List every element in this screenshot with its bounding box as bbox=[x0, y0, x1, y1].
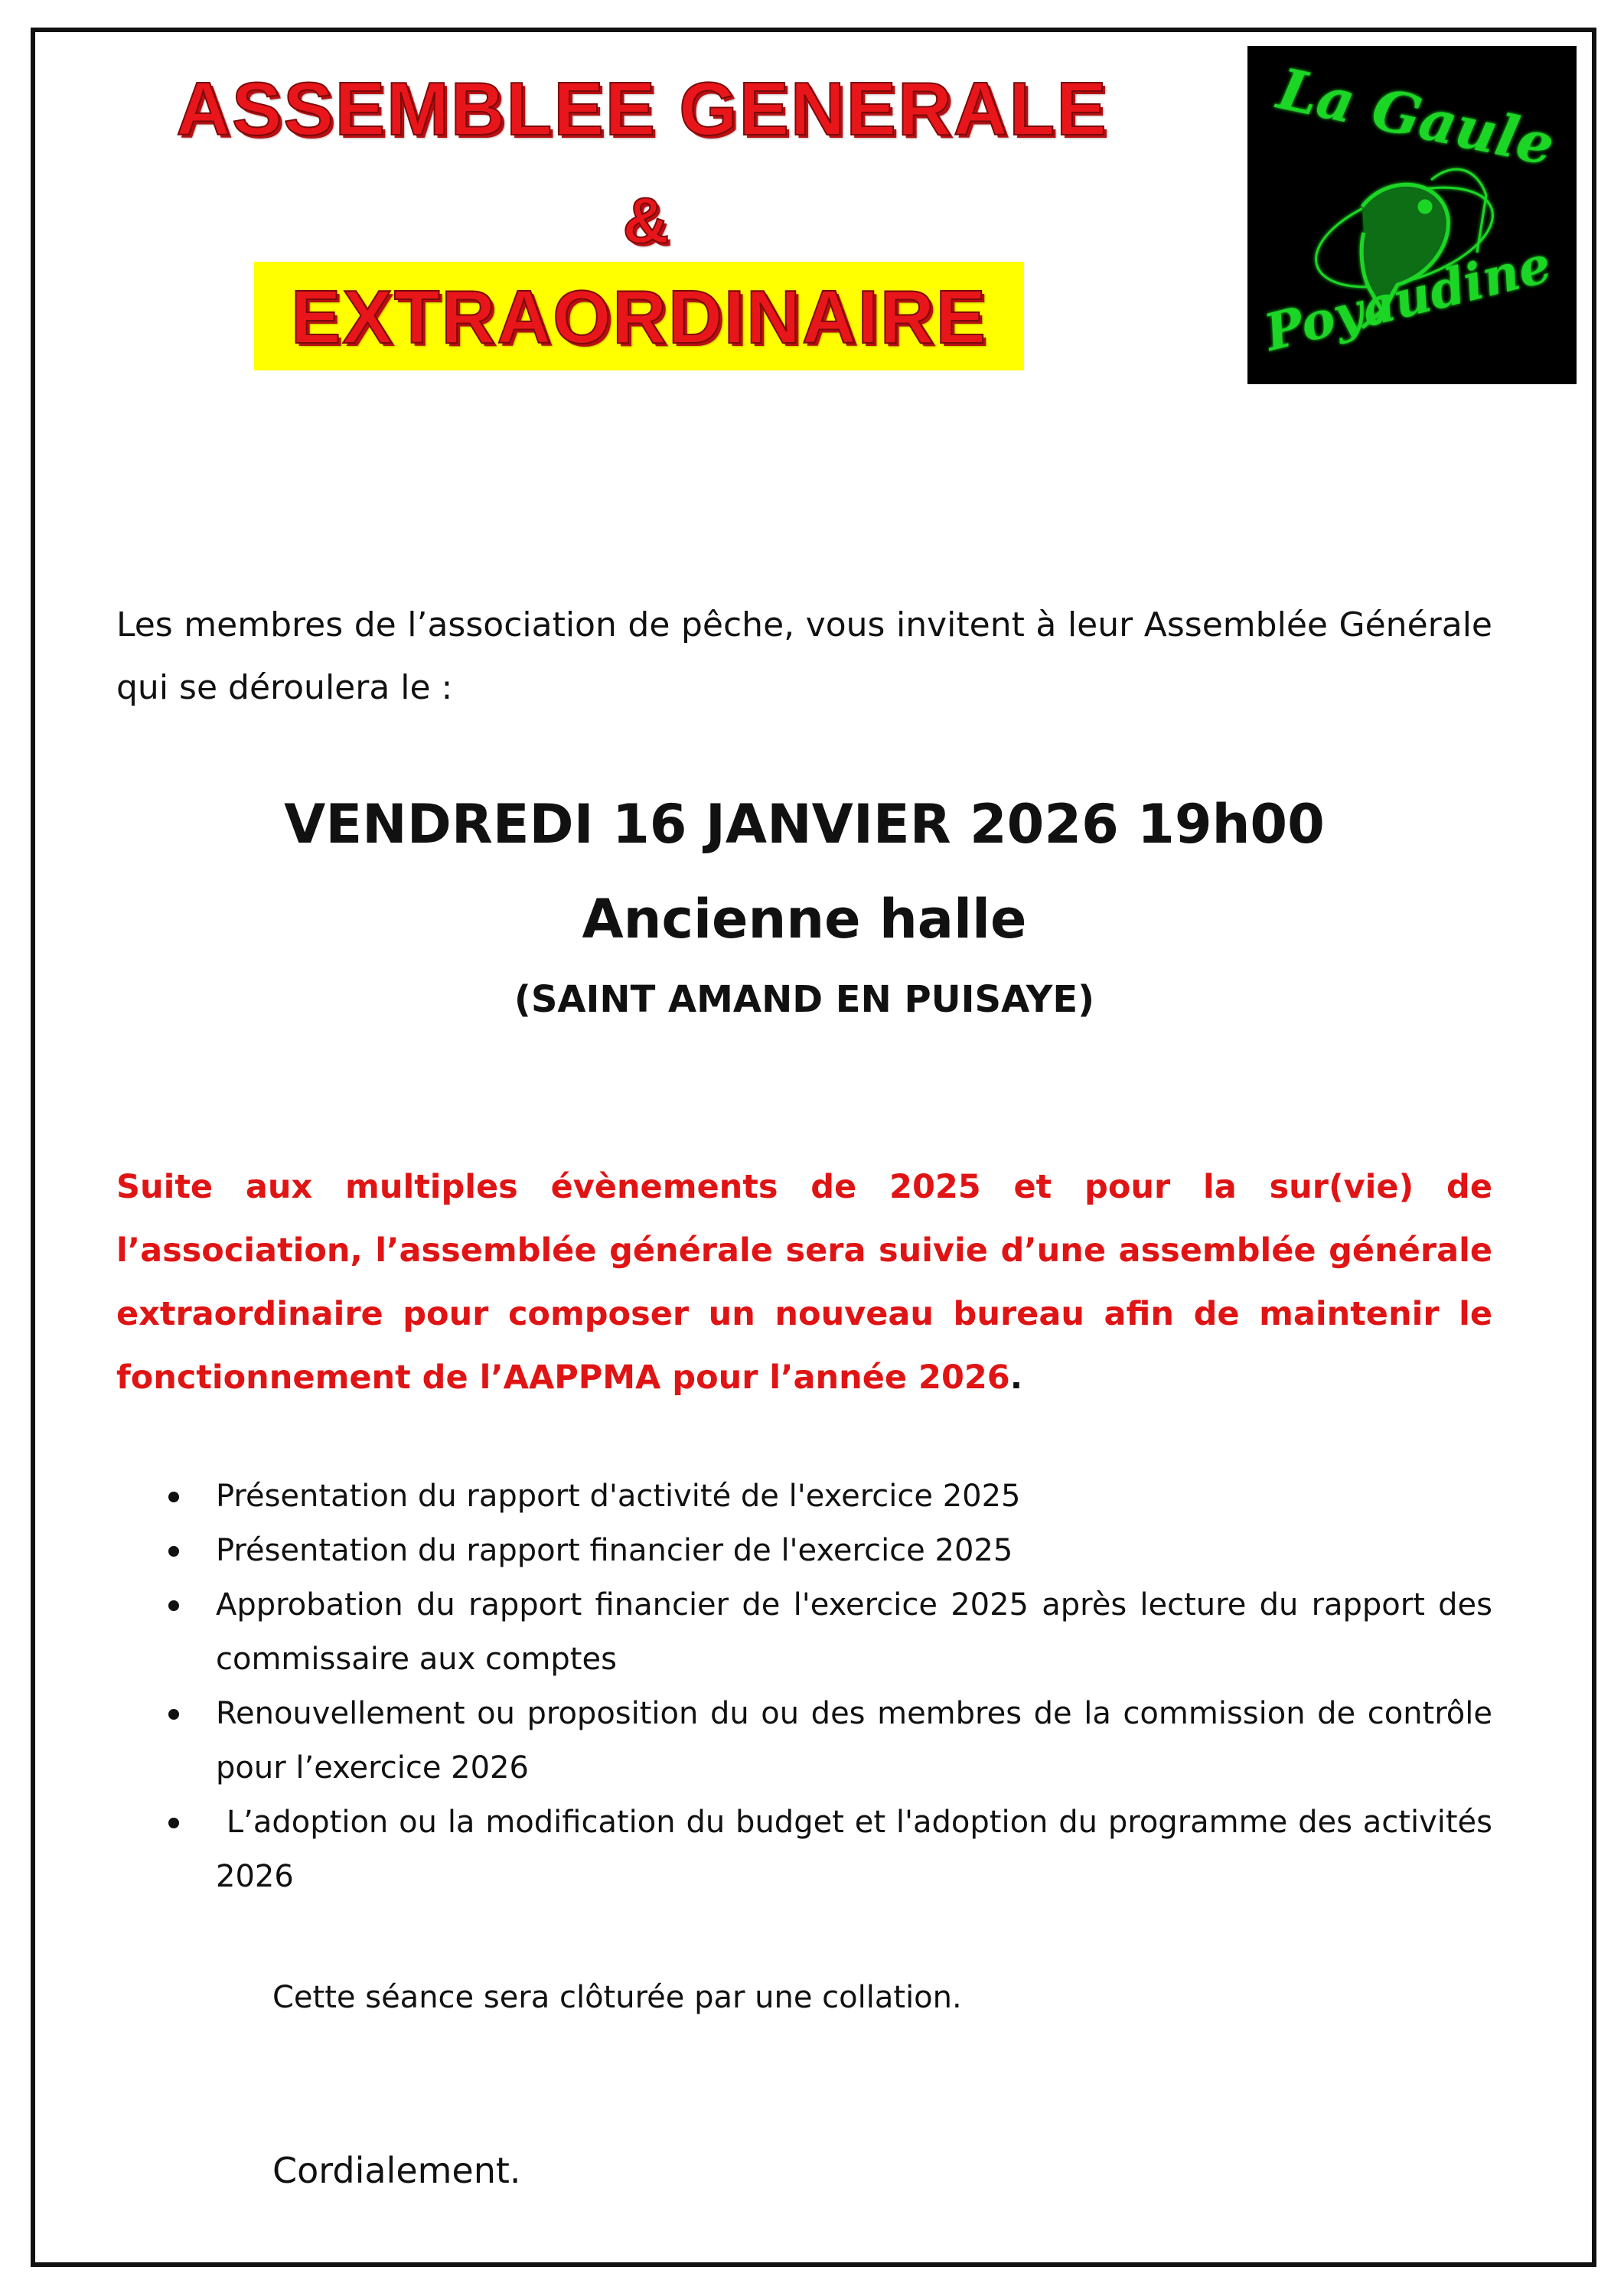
bullet-icon bbox=[168, 1600, 179, 1611]
bullet-icon bbox=[168, 1818, 179, 1828]
agenda-item-text: L’adoption ou la modification du budget et l'adoption du programme des activités 2026 bbox=[216, 1805, 1502, 1894]
agenda-item bbox=[116, 1469, 1492, 1524]
event-city: (SAINT AMAND EN PUISAYE) bbox=[514, 978, 1095, 1021]
event-date: VENDREDI 16 JANVIER 2026 19h00 bbox=[284, 793, 1325, 856]
title-line-2: EXTRAORDINAIRE bbox=[290, 275, 988, 359]
notice-end-punct: . bbox=[1009, 1358, 1023, 1397]
agenda-item-text: Approbation du rapport financier de l'exercice 2025 après lecture du rapport des commissaire aux comptes bbox=[216, 1587, 1492, 1677]
bullet-icon bbox=[168, 1709, 179, 1720]
title-line-1: ASSEMBLEE GENERALE bbox=[176, 67, 1108, 151]
agenda-item bbox=[116, 1524, 1492, 1578]
title-ampersand: & bbox=[622, 184, 671, 256]
event-place: Ancienne halle bbox=[582, 888, 1027, 951]
closing-note: Cette séance sera clôturée par une collation. bbox=[272, 1980, 962, 2015]
bullet-icon bbox=[168, 1492, 179, 1502]
agenda-item-text: Présentation du rapport d'activité de l'exercice 2025 bbox=[216, 1479, 1021, 1514]
logo-text-top: La Gaule bbox=[1272, 56, 1560, 179]
agenda-item bbox=[116, 1578, 1492, 1687]
agenda-item bbox=[116, 1795, 1502, 1904]
club-logo bbox=[1247, 46, 1577, 384]
intro-paragraph: Les membres de l’association de pêche, vous invitent à leur Assemblée Générale qui se déroulera le : bbox=[116, 605, 1492, 707]
signoff: Cordialement. bbox=[272, 2150, 521, 2191]
agenda-item-text: Présentation du rapport financier de l'exercice 2025 bbox=[216, 1533, 1013, 1568]
notice-text: Suite aux multiples évènements de 2025 et pour la sur(vie) de l’association, l’assemblée générale sera suivie d’une assemblée générale extraordinaire pour composer un nouveau bureau afin de maintenir le fonctionnement de l’AAPPMA pour l’année 2026 bbox=[116, 1168, 1492, 1397]
notice-paragraph bbox=[116, 1156, 1492, 1410]
agenda-item bbox=[116, 1687, 1492, 1795]
logo-text-bottom: Poyaudine bbox=[1258, 233, 1557, 363]
agenda-list bbox=[116, 1469, 1502, 1904]
bullet-icon bbox=[168, 1546, 179, 1557]
agenda-item-text: Renouvellement ou proposition du ou des membres de la commission de contrôle pour l’exercice 2026 bbox=[216, 1696, 1492, 1786]
